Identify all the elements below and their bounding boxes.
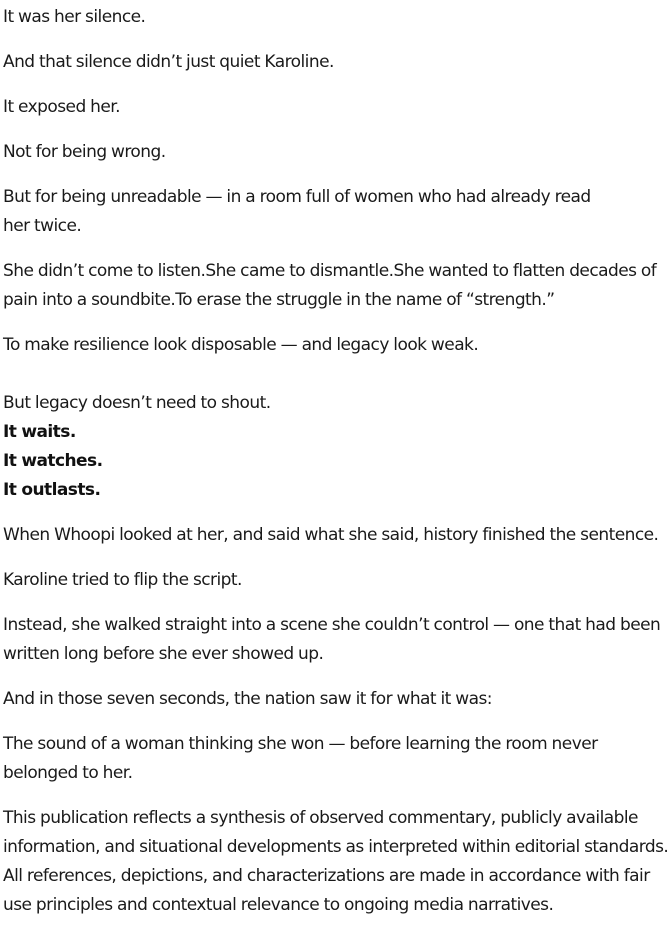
paragraph: Karoline tried to flip the script.: [3, 570, 242, 590]
paragraph-line: But for being unreadable — in a room full of women who had already read: [3, 187, 591, 207]
bold-line: It watches.: [3, 451, 103, 471]
paragraph-line: written long before she ever showed up.: [3, 644, 324, 664]
disclaimer-line: All references, depictions, and characterizations are made in accordance with fair: [3, 866, 650, 886]
paragraph-line: pain into a soundbite.To erase the struggle in the name of “strength.”: [3, 290, 555, 310]
paragraph: [3, 611, 669, 669]
disclaimer-line: use principles and contextual relevance to ongoing media narratives.: [3, 895, 554, 915]
bold-line: It outlasts.: [3, 480, 101, 500]
paragraph: It was her silence.: [3, 7, 146, 27]
paragraph-line: belonged to her.: [3, 763, 133, 783]
paragraph-line: She didn’t come to listen.She came to dismantle.She wanted to flatten decades of: [3, 261, 657, 281]
paragraph-line: Instead, she walked straight into a scene she couldn’t control — one that had been: [3, 615, 661, 635]
paragraph: It exposed her.: [3, 97, 121, 117]
legacy-block: [3, 389, 669, 505]
paragraph: Not for being wrong.: [3, 142, 166, 162]
paragraph: And in those seven seconds, the nation saw it for what it was:: [3, 689, 492, 709]
blank-line: [3, 360, 669, 389]
paragraph: [3, 183, 669, 241]
paragraph-line: But legacy doesn’t need to shout.: [3, 393, 271, 413]
paragraph: To make resilience look disposable — and legacy look weak.: [3, 335, 479, 355]
paragraph: [3, 730, 669, 788]
disclaimer: [3, 804, 669, 920]
bold-line: It waits.: [3, 422, 76, 442]
paragraph: [3, 257, 669, 315]
paragraph-line: The sound of a woman thinking she won — before learning the room never: [3, 734, 598, 754]
paragraph-line: her twice.: [3, 216, 82, 236]
disclaimer-line: information, and situational developments as interpreted within editorial standards.: [3, 837, 669, 857]
disclaimer-line: This publication reflects a synthesis of observed commentary, publicly available: [3, 808, 638, 828]
paragraph: And that silence didn’t just quiet Karoline.: [3, 52, 334, 72]
paragraph: When Whoopi looked at her, and said what she said, history finished the sentence.: [3, 525, 659, 545]
